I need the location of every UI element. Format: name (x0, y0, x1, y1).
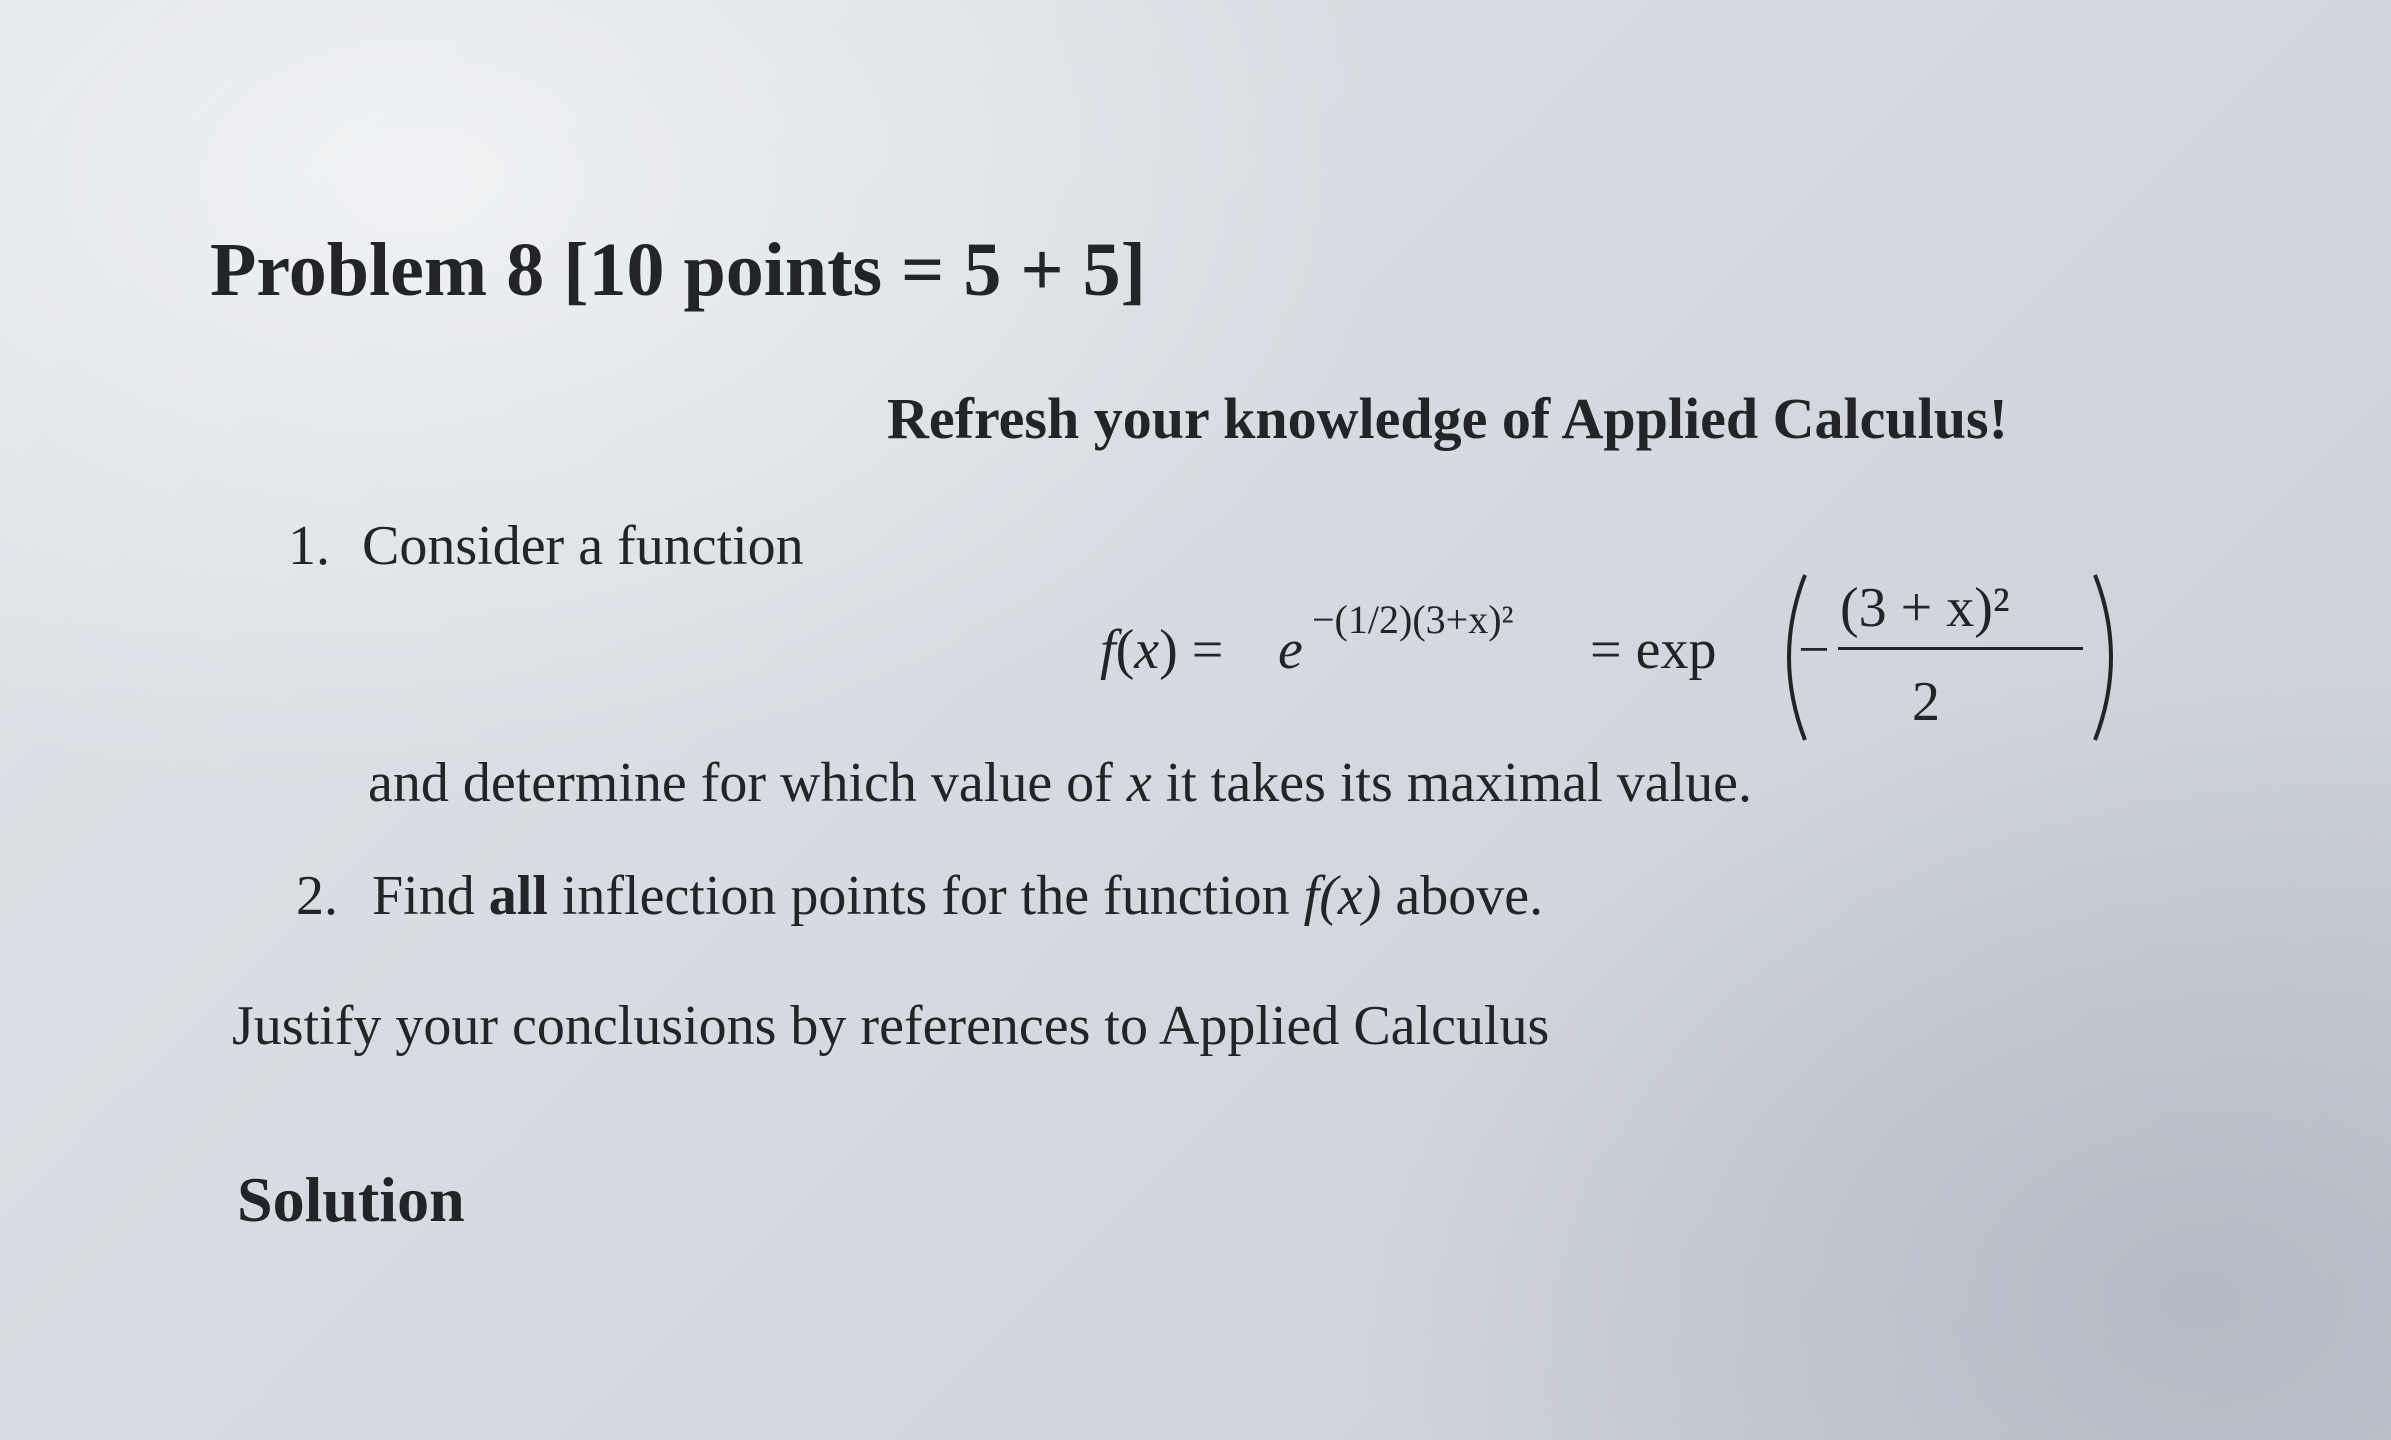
justify-instruction: Justify your conclusions by references to Applied Calculus (232, 995, 1550, 1057)
item-2-number: 2. (296, 865, 338, 927)
solution-heading: Solution (237, 1164, 465, 1235)
formula-numerator: (3 + x)² (1840, 577, 2010, 639)
item-2-text: Find all inflection points for the function f(x) above. (372, 865, 1544, 927)
problem-title: Problem 8 [10 points = 5 + 5] (210, 228, 1146, 312)
formula-exp-base: e (1278, 619, 1303, 681)
formula-minus: − (1798, 619, 1830, 681)
formula-denominator: 2 (1912, 671, 1940, 733)
item-1-text: Consider a function (362, 515, 804, 577)
function-formula (1100, 570, 2100, 750)
formula-lhs: f(x) = (1100, 619, 1224, 681)
formula-exponent: −(1/2)(3+x)² (1312, 597, 1514, 642)
item-1-followup: and determine for which value of x it takes its maximal value. (368, 752, 1752, 814)
item-1-number: 1. (288, 515, 330, 577)
problem-subtitle: Refresh your knowledge of Applied Calculus! (887, 386, 2008, 451)
right-paren (2085, 570, 2135, 745)
item-2-function: f(x) (1303, 865, 1382, 927)
fraction-bar (1838, 647, 2083, 650)
formula-exp-label: = exp (1590, 619, 1717, 681)
